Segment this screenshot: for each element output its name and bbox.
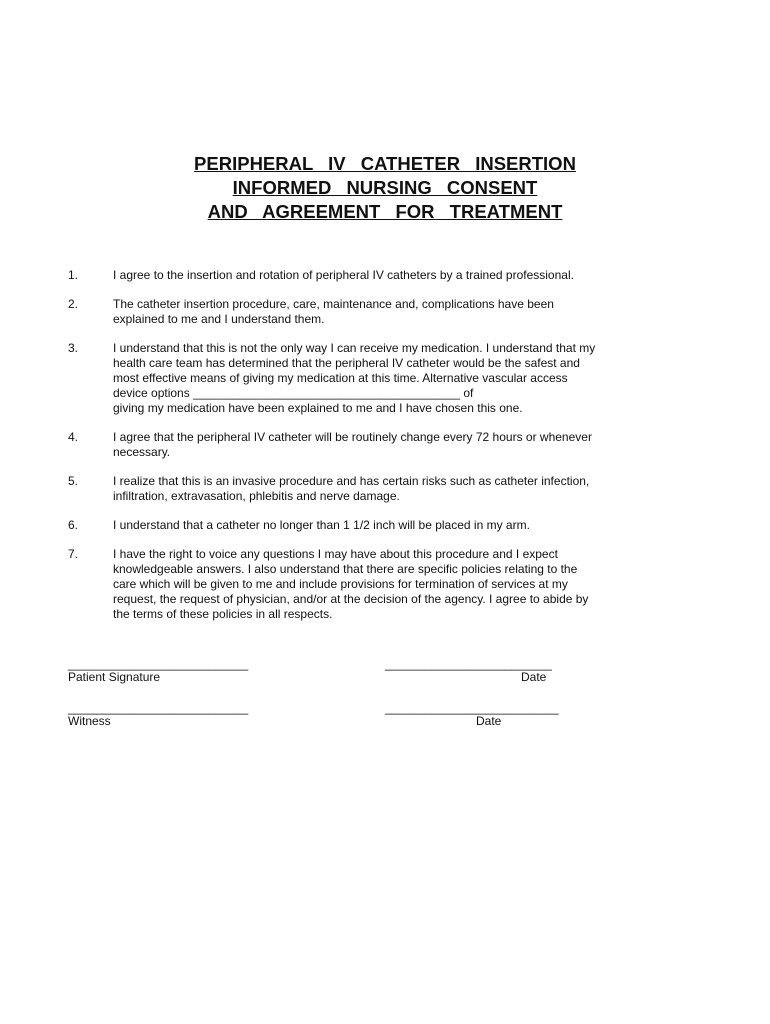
item-text-part-a: I understand that this is not the only way I can receive my medication. I understand that my health care team has determined that the peripheral IV catheter would be the safest and most effective means of giving my medication at this time. Alternative vascular access device options ________________________________________ of — [113, 341, 596, 400]
witness-signature-label: Witness — [68, 714, 111, 728]
item-text: I agree that the peripheral IV catheter will be routinely change every 72 hours or whenever necessary. — [113, 430, 592, 459]
item-number: 6. — [68, 518, 79, 532]
item-number: 1. — [68, 268, 79, 282]
patient-signature-line[interactable]: ___________________________ — [68, 657, 249, 671]
item-number: 7. — [68, 547, 79, 561]
document-title — [0, 152, 770, 224]
consent-item-6 — [68, 518, 628, 533]
consent-item-1 — [68, 268, 628, 283]
consent-item-7 — [68, 547, 628, 622]
item-number: 5. — [68, 474, 79, 488]
patient-date-label: Date — [521, 670, 547, 684]
consent-item-2 — [68, 297, 628, 327]
item-text: The catheter insertion procedure, care, maintenance and, complications have been explained to me and I understand them. — [113, 297, 554, 326]
item-text-part-b: giving my medication have been explained to me and I have chosen this one. — [113, 401, 523, 415]
item-text — [113, 341, 603, 416]
title-line-1: PERIPHERAL IV CATHETER INSERTION — [194, 153, 576, 174]
patient-date-line[interactable]: _________________________ — [385, 657, 552, 671]
item-text: I have the right to voice any questions I may have about this procedure and I expect knowledgeable answers. I also understand that there are specific policies relating to the care which will be given to me and include provisions for termination of services at my request, the request of physician, and/or at the decision of the agency. I agree to abide by the terms of these policies in all respects. — [113, 547, 589, 621]
title-line-3: AND AGREEMENT FOR TREATMENT — [207, 201, 563, 222]
consent-item-5 — [68, 474, 628, 504]
consent-items-list — [68, 268, 628, 636]
witness-signature-line[interactable]: ___________________________ — [68, 701, 249, 715]
title-line-2: INFORMED NURSING CONSENT — [232, 177, 538, 198]
item-text: I agree to the insertion and rotation of peripheral IV catheters by a trained professional. — [113, 268, 574, 282]
item-number: 2. — [68, 297, 79, 311]
item-text: I realize that this is an invasive procedure and has certain risks such as catheter infection, infiltration, extravasation, phlebitis and nerve damage. — [113, 474, 590, 503]
item-text: I understand that a catheter no longer than 1 1/2 inch will be placed in my arm. — [113, 518, 530, 532]
item-number: 4. — [68, 430, 79, 444]
consent-item-3 — [68, 341, 628, 416]
item-number: 3. — [68, 341, 79, 355]
consent-item-4 — [68, 430, 628, 460]
witness-date-line[interactable]: __________________________ — [385, 701, 559, 715]
patient-signature-label: Patient Signature — [68, 670, 161, 684]
witness-date-label: Date — [476, 714, 502, 728]
